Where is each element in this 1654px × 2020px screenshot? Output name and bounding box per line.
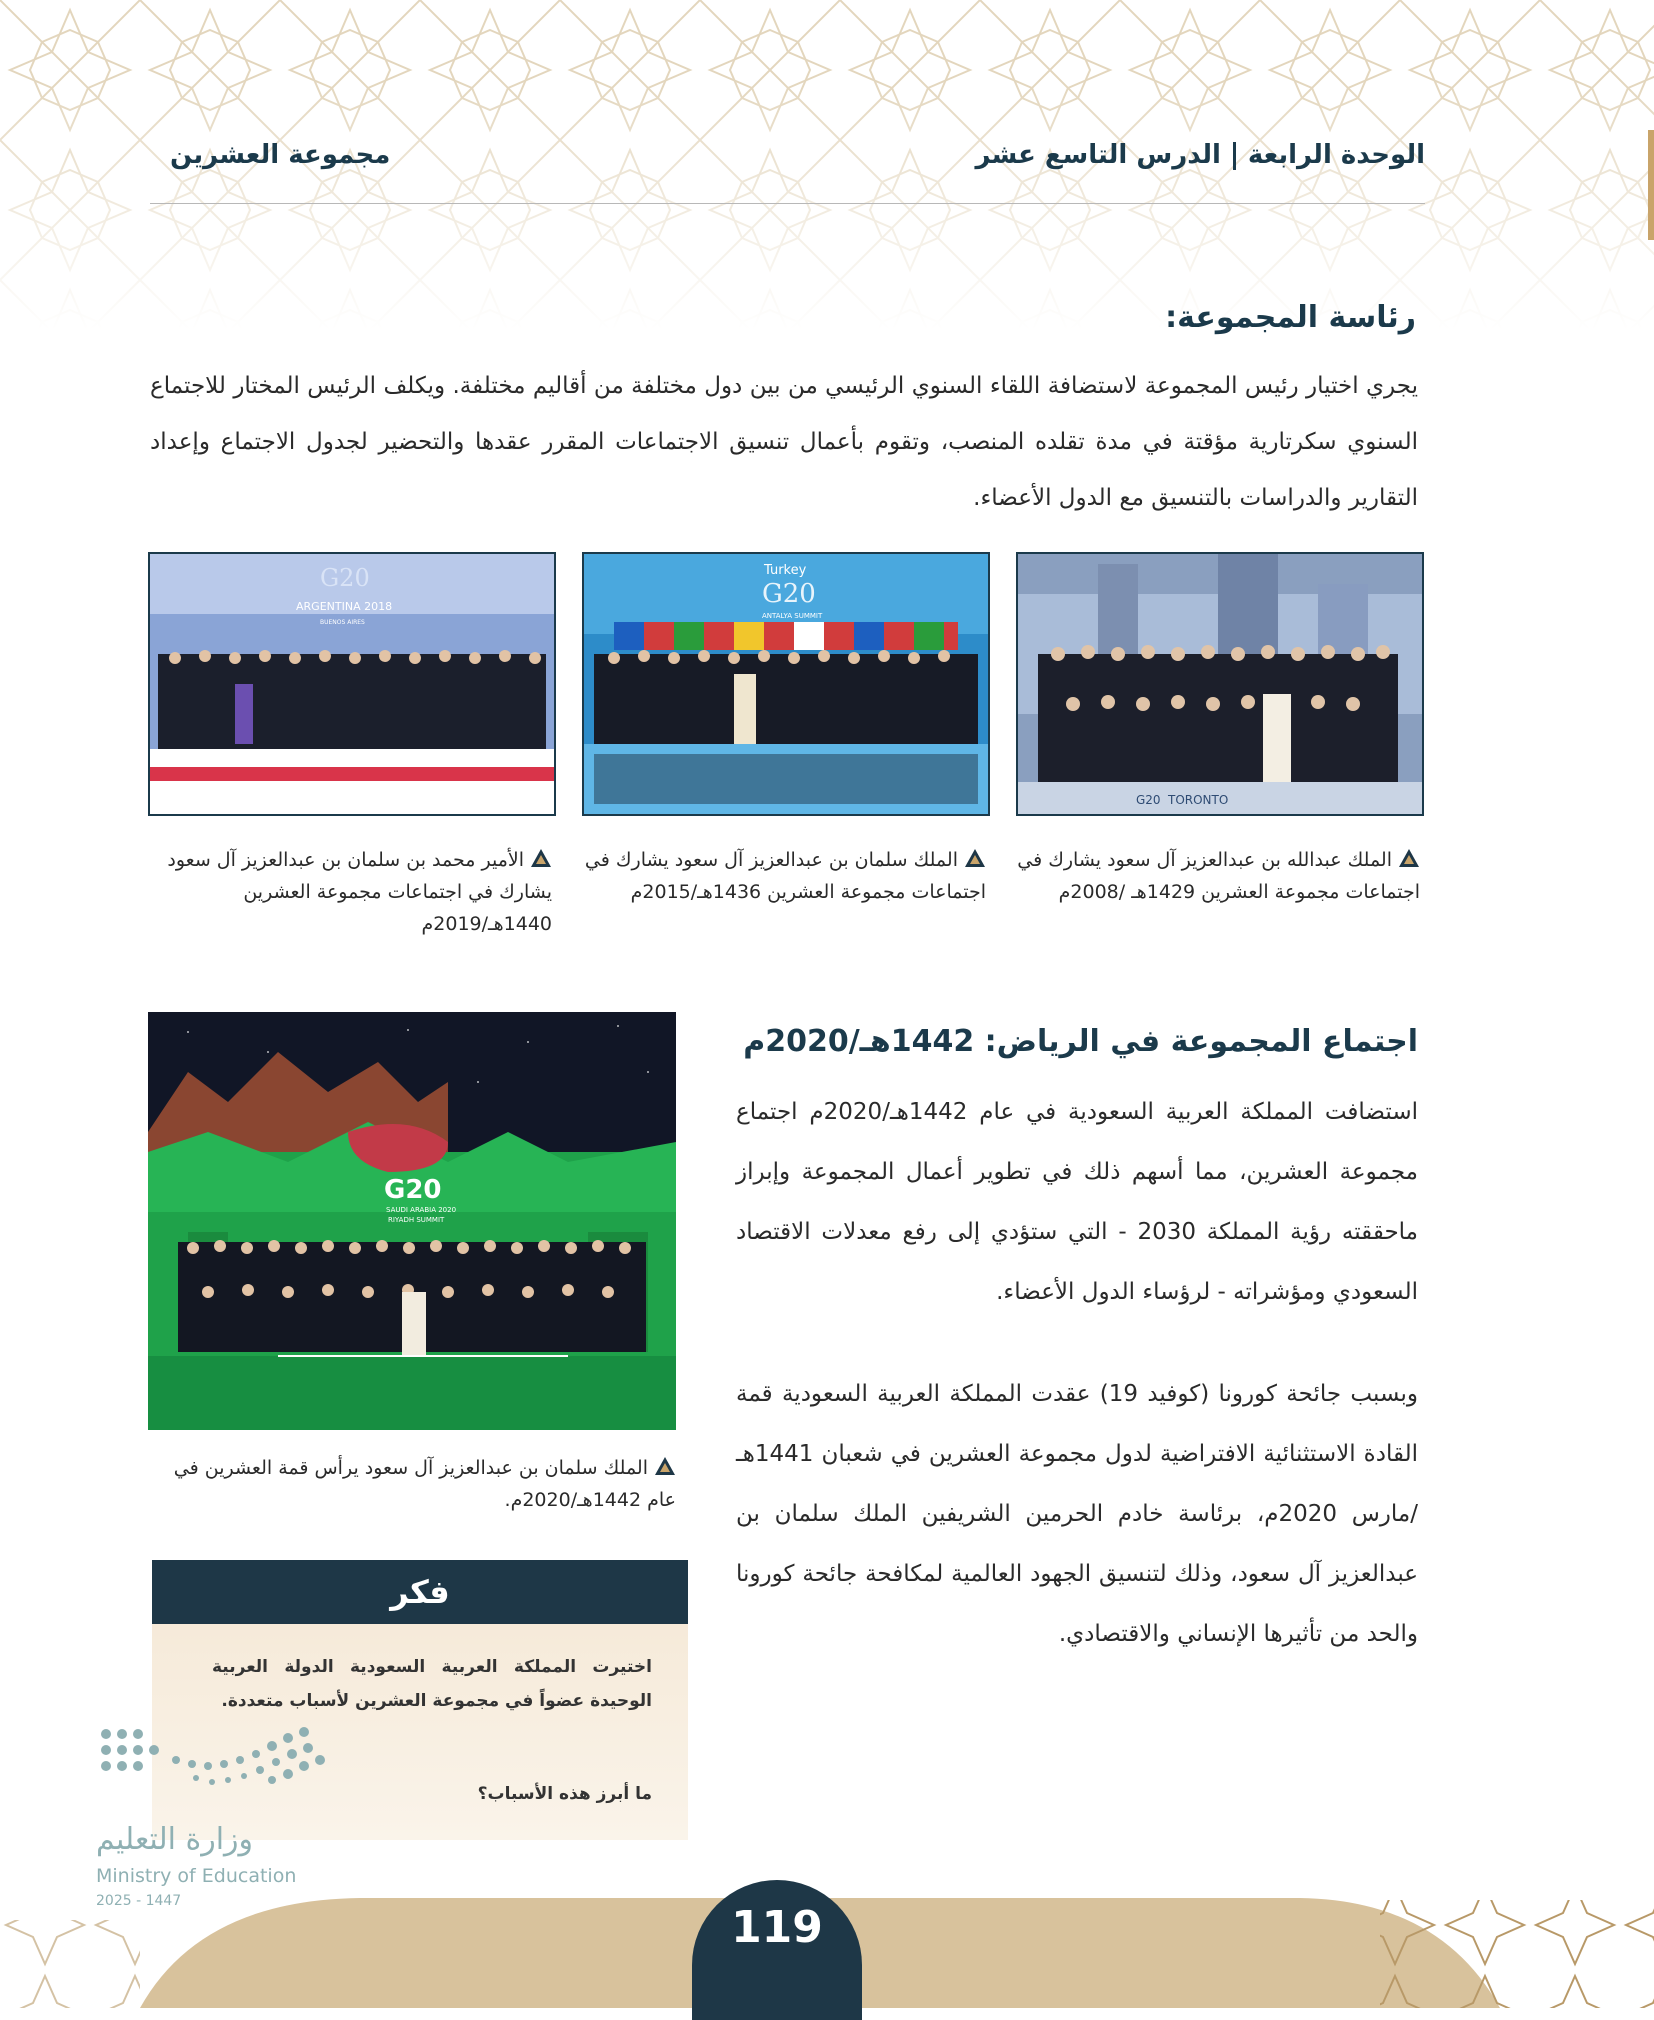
photo2-top: Turkey — [764, 563, 807, 578]
triangle-bullet-icon — [1398, 848, 1420, 868]
triangle-bullet-icon — [964, 848, 986, 868]
riyadh-sub2: RIYADH SUMMIT — [388, 1216, 445, 1224]
header-unit-lesson — [975, 140, 1425, 170]
ministry-arabic-name: وزارة التعليم — [96, 1822, 254, 1857]
header-lesson: الدرس التاسع عشر — [975, 140, 1221, 170]
caption-photo-riyadh-text: الملك سلمان بن عبدالعزيز آل سعود يرأس قمة العشرين في عام 1442هـ/2020م. — [173, 1457, 676, 1511]
caption-photo-toronto — [1016, 844, 1420, 908]
header-unit: الوحدة الرابعة — [1247, 140, 1425, 170]
photo3-sub2: BUENOS AIRES — [320, 619, 365, 626]
riyadh-sub: SAUDI ARABIA 2020 — [386, 1206, 457, 1214]
caption-photo-argentina — [148, 844, 552, 940]
riyadh-paragraph-2: وبسبب جائحة كورونا (كوفيد 19) عقدت المملكة العربية السعودية قمة القادة الاستثنائية الافتراضية لدول مجموعة العشرين في شعبان 1441هـ /مارس 2020م، برئاسة خادم الحرمين الشريفين الملك سلمان بن عبدالعزيز آل سعود، وذلك لتنسيق الجهود العالمية لمكافحة جائحة كورونا والحد من تأثيرها الإنساني والاقتصادي. — [736, 1381, 1418, 1647]
caption-photo-argentina-text: الأمير محمد بن سلمان بن عبدالعزيز آل سعود يشارك في اجتماعات مجموعة العشرين 1440هـ/2019م — [167, 849, 552, 935]
presidency-paragraph: يجري اختيار رئيس المجموعة لاستضافة اللقاء السنوي الرئيسي من بين دول مختلفة من أقاليم مختلفة. ويكلف الرئيس المختار للاجتماع السنوي سكرتارية مؤقتة في مدة تقلده المنصب، وتقوم بأعمال تنسيق الاجتماعات المقرر عقدها والتحضير لجدول الاجتماع وإعداد التقارير والدراسات بالتنسيق مع الدول الأعضاء. — [150, 373, 1418, 511]
ministry-english-name: Ministry of Education — [96, 1865, 297, 1887]
caption-photo-riyadh — [148, 1452, 676, 1516]
header-separator — [1233, 142, 1236, 170]
think-box-question: ما أبرز هذه الأسباب؟ — [477, 1784, 652, 1804]
photo-riyadh-2020 — [148, 1012, 676, 1430]
photo3-banner: G20 — [320, 564, 370, 592]
riyadh-paragraph-1: استضافت المملكة العربية السعودية في عام 1442هـ/2020م اجتماع مجموعة العشرين، مما أسهم ذلك في تطوير أعمال المجموعة وإبراز ماحققته رؤية المملكة 2030 - التي ستؤدي إلى رفع معدلات الاقتصاد السعودي ومؤشراته - لرؤساء الدول الأعضاء. — [736, 1099, 1418, 1305]
section-title-presidency: رئاسة المجموعة: — [1165, 300, 1416, 335]
triangle-bullet-icon — [654, 1456, 676, 1476]
photo-antalya-2015 — [582, 552, 990, 816]
photo-argentina-2018 — [148, 552, 556, 816]
ministry-year: 2025 - 1447 — [96, 1893, 182, 1909]
triangle-bullet-icon — [530, 848, 552, 868]
page-header — [150, 140, 1425, 186]
photo1-sub: TORONTO — [1168, 793, 1229, 807]
section-title-riyadh: اجتماع المجموعة في الرياض: 1442هـ/2020م — [743, 1024, 1418, 1059]
caption-photo-antalya — [582, 844, 986, 908]
photo3-sub: ARGENTINA 2018 — [296, 600, 393, 613]
header-divider — [150, 203, 1425, 204]
think-box-title: فكر — [152, 1560, 688, 1624]
photo-toronto-2010 — [1016, 552, 1424, 816]
side-accent-bar — [1648, 130, 1654, 240]
photo2-sub: ANTALYA SUMMIT — [762, 612, 823, 620]
think-box-text: اختيرت المملكة العربية السعودية الدولة العربية الوحيدة عضواً في مجموعة العشرين لأسباب متعددة. — [212, 1657, 652, 1711]
caption-photo-antalya-text: الملك سلمان بن عبدالعزيز آل سعود يشارك في اجتماعات مجموعة العشرين 1436هـ/2015م — [584, 849, 986, 903]
riyadh-banner: G20 — [384, 1175, 442, 1205]
page-number: 119 — [692, 1880, 862, 2020]
header-topic: مجموعة العشرين — [170, 140, 391, 170]
caption-photo-toronto-text: الملك عبدالله بن عبدالعزيز آل سعود يشارك في اجتماعات مجموعة العشرين 1429هـ /2008م — [1017, 849, 1420, 903]
photo2-banner: G20 — [762, 579, 816, 609]
photo1-banner: G20 — [1136, 793, 1161, 807]
